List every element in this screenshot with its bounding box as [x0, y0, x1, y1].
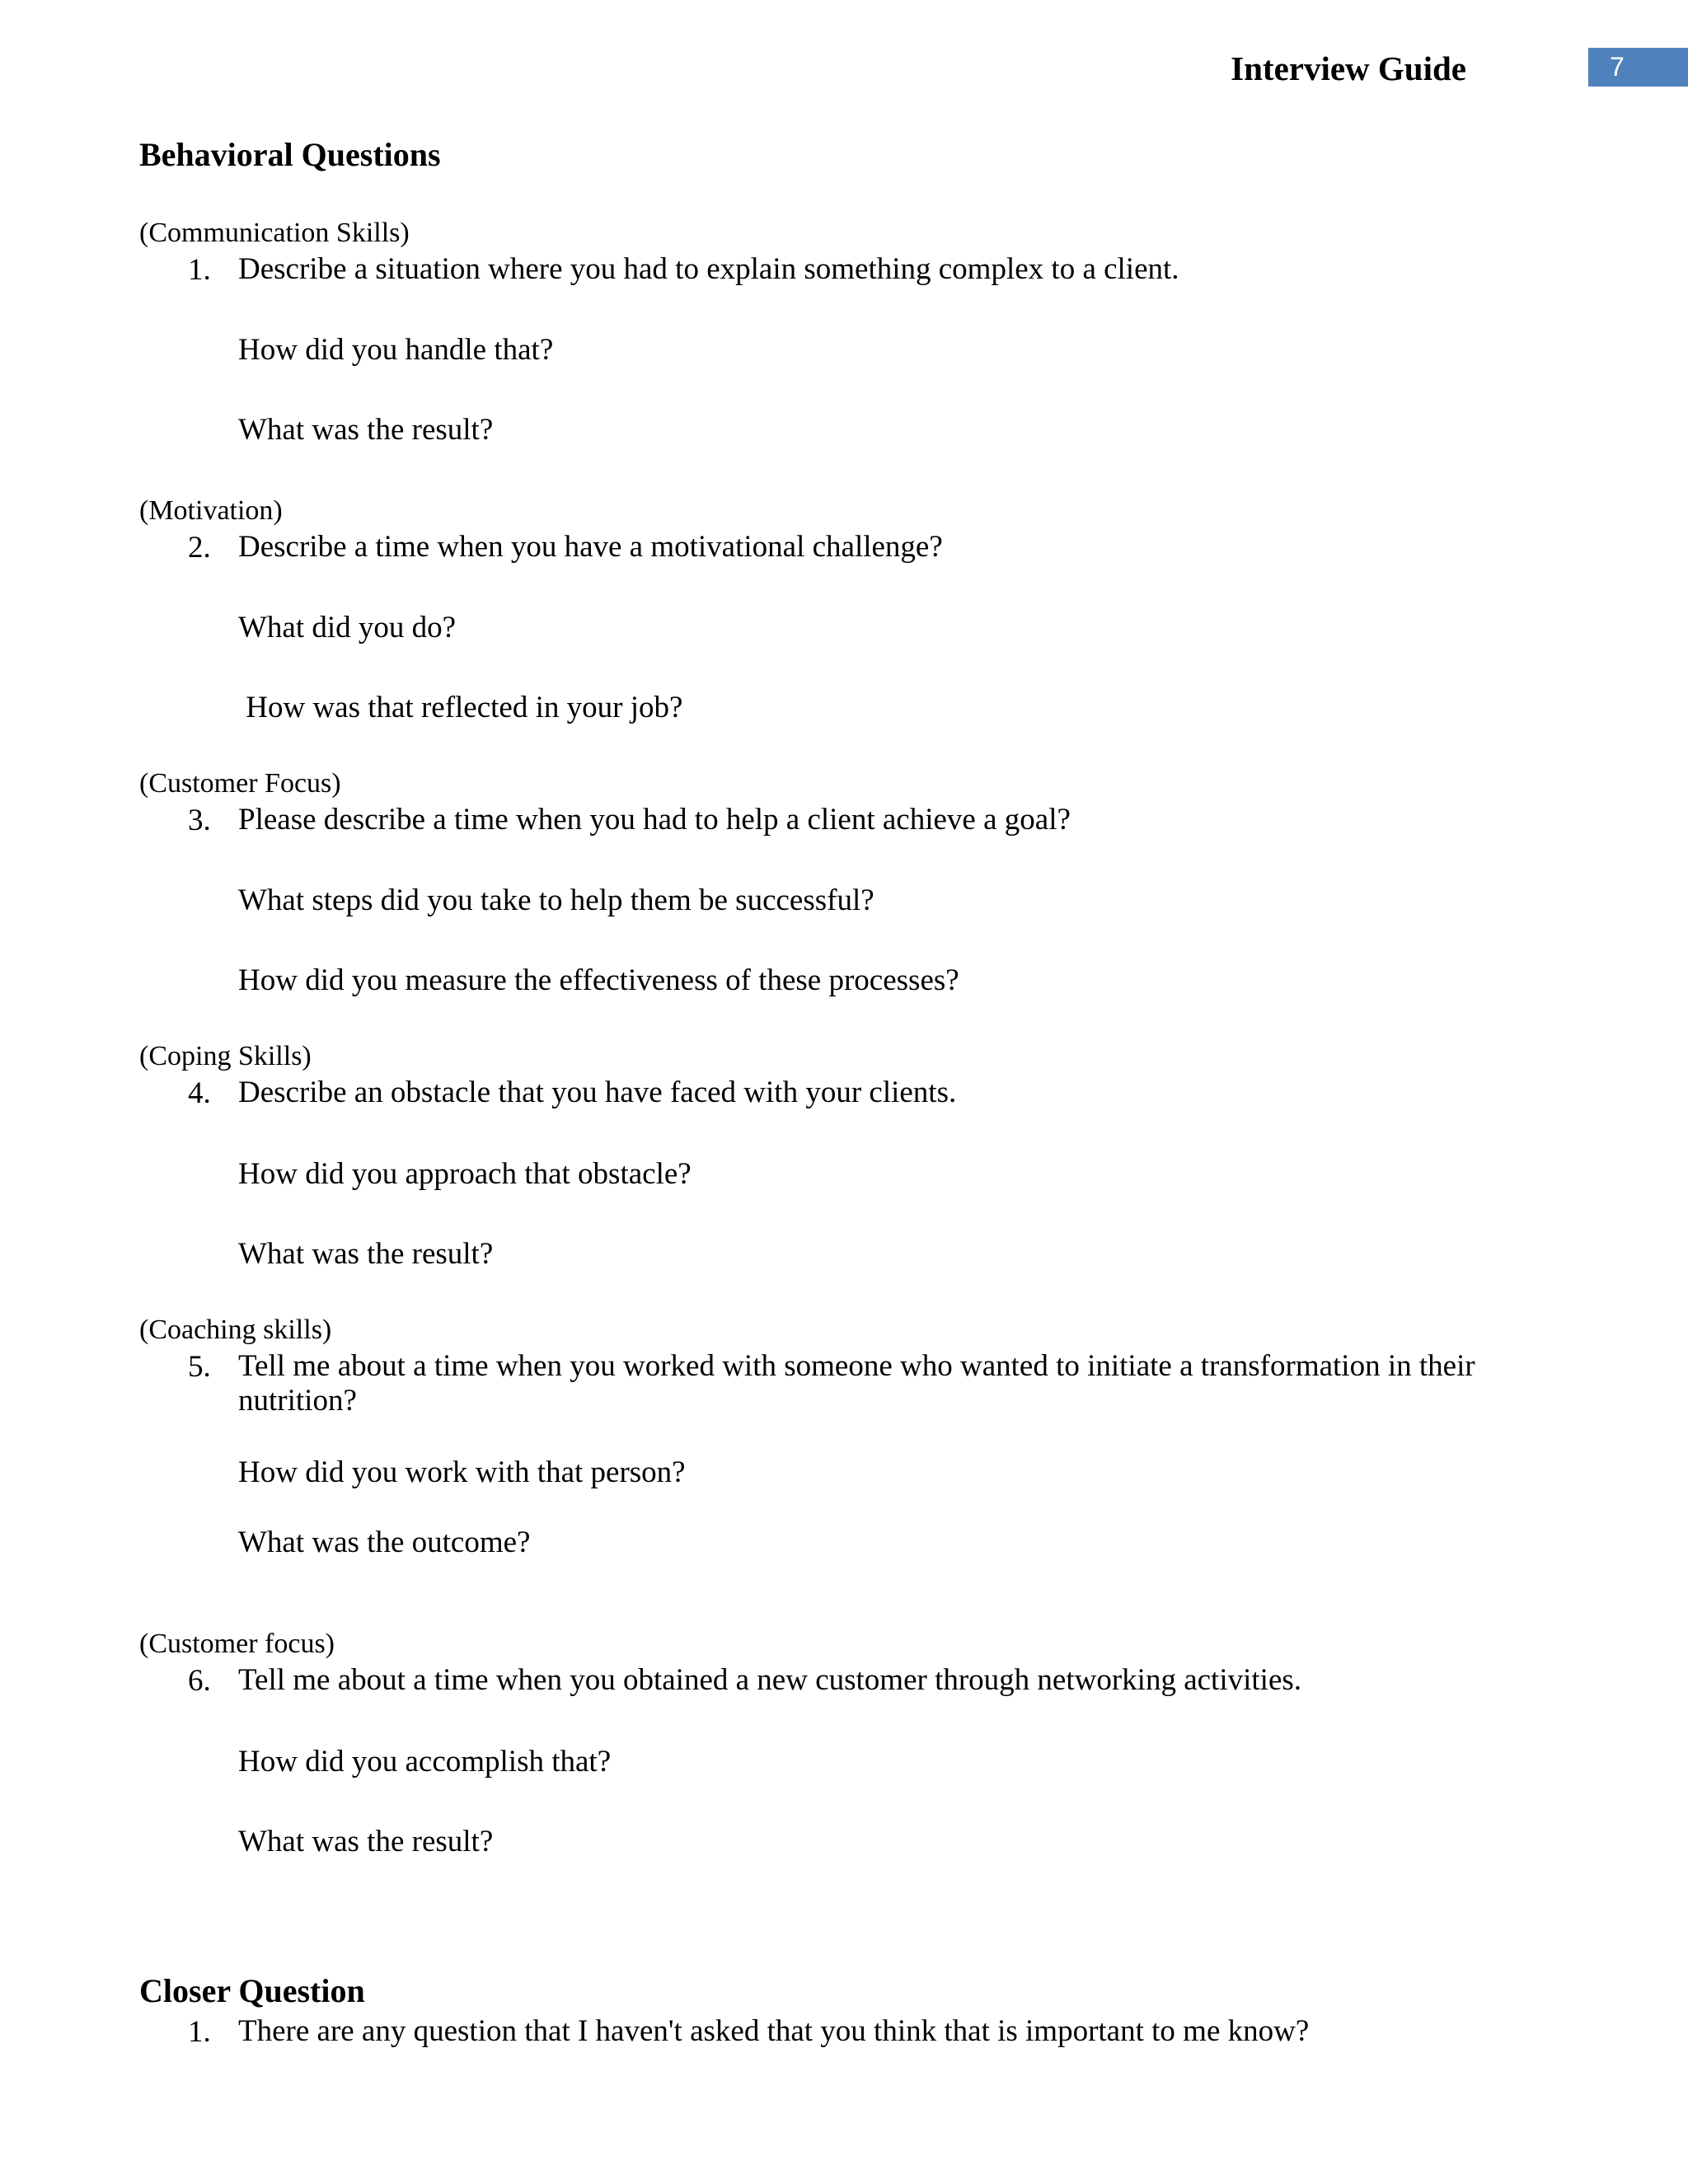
section-heading-closer: Closer Question: [139, 1972, 365, 2009]
question-text: Please describe a time when you had to help a client achieve a goal?: [238, 803, 1071, 837]
page-number-badge: [1588, 48, 1688, 87]
section-heading-behavioral: Behavioral Questions: [139, 136, 441, 173]
follow-up-question: How did you work with that person?: [238, 1455, 686, 1489]
question-text: Describe a time when you have a motivational challenge?: [238, 530, 943, 564]
question-number: 5.: [188, 1350, 211, 1384]
follow-up-question: What was the outcome?: [238, 1526, 531, 1559]
question-text: Tell me about a time when you obtained a new customer through networking activities.: [238, 1663, 1302, 1697]
follow-up-question: How did you approach that obstacle?: [238, 1157, 692, 1191]
follow-up-question: What steps did you take to help them be successful?: [238, 883, 874, 917]
follow-up-question: What was the result?: [238, 413, 494, 447]
question-category: (Coaching skills): [139, 1315, 332, 1345]
question-number: 1.: [188, 253, 211, 287]
question-number: 2.: [188, 531, 211, 565]
question-number: 6.: [188, 1664, 211, 1698]
follow-up-question: How did you accomplish that?: [238, 1745, 612, 1779]
follow-up-question: What was the result?: [238, 1825, 494, 1858]
page-number: 7: [1610, 52, 1625, 82]
question-number: 4.: [188, 1076, 211, 1110]
follow-up-question: How did you measure the effectiveness of these processes?: [238, 963, 959, 997]
question-text: Tell me about a time when you worked with someone who wanted to initiate a transformation in their nutrition?: [238, 1349, 1475, 1418]
question-category: (Communication Skills): [139, 218, 410, 248]
page-header-title: Interview Guide: [1231, 49, 1466, 87]
question-text: Describe an obstacle that you have faced with your clients.: [238, 1076, 957, 1109]
follow-up-question: What was the result?: [238, 1237, 494, 1271]
question-text: Describe a situation where you had to explain something complex to a client.: [238, 252, 1179, 286]
question-text: There are any question that I haven't asked that you think that is important to me know?: [238, 2014, 1310, 2048]
follow-up-question: How was that reflected in your job?: [238, 691, 683, 724]
question-category: (Coping Skills): [139, 1041, 312, 1071]
follow-up-question: What did you do?: [238, 611, 457, 644]
question-category: (Customer Focus): [139, 768, 341, 799]
question-category: (Motivation): [139, 495, 283, 526]
question-number: 3.: [188, 804, 211, 837]
question-category: (Customer focus): [139, 1629, 335, 1659]
question-number: 1.: [188, 2015, 211, 2049]
follow-up-question: How did you handle that?: [238, 333, 554, 367]
